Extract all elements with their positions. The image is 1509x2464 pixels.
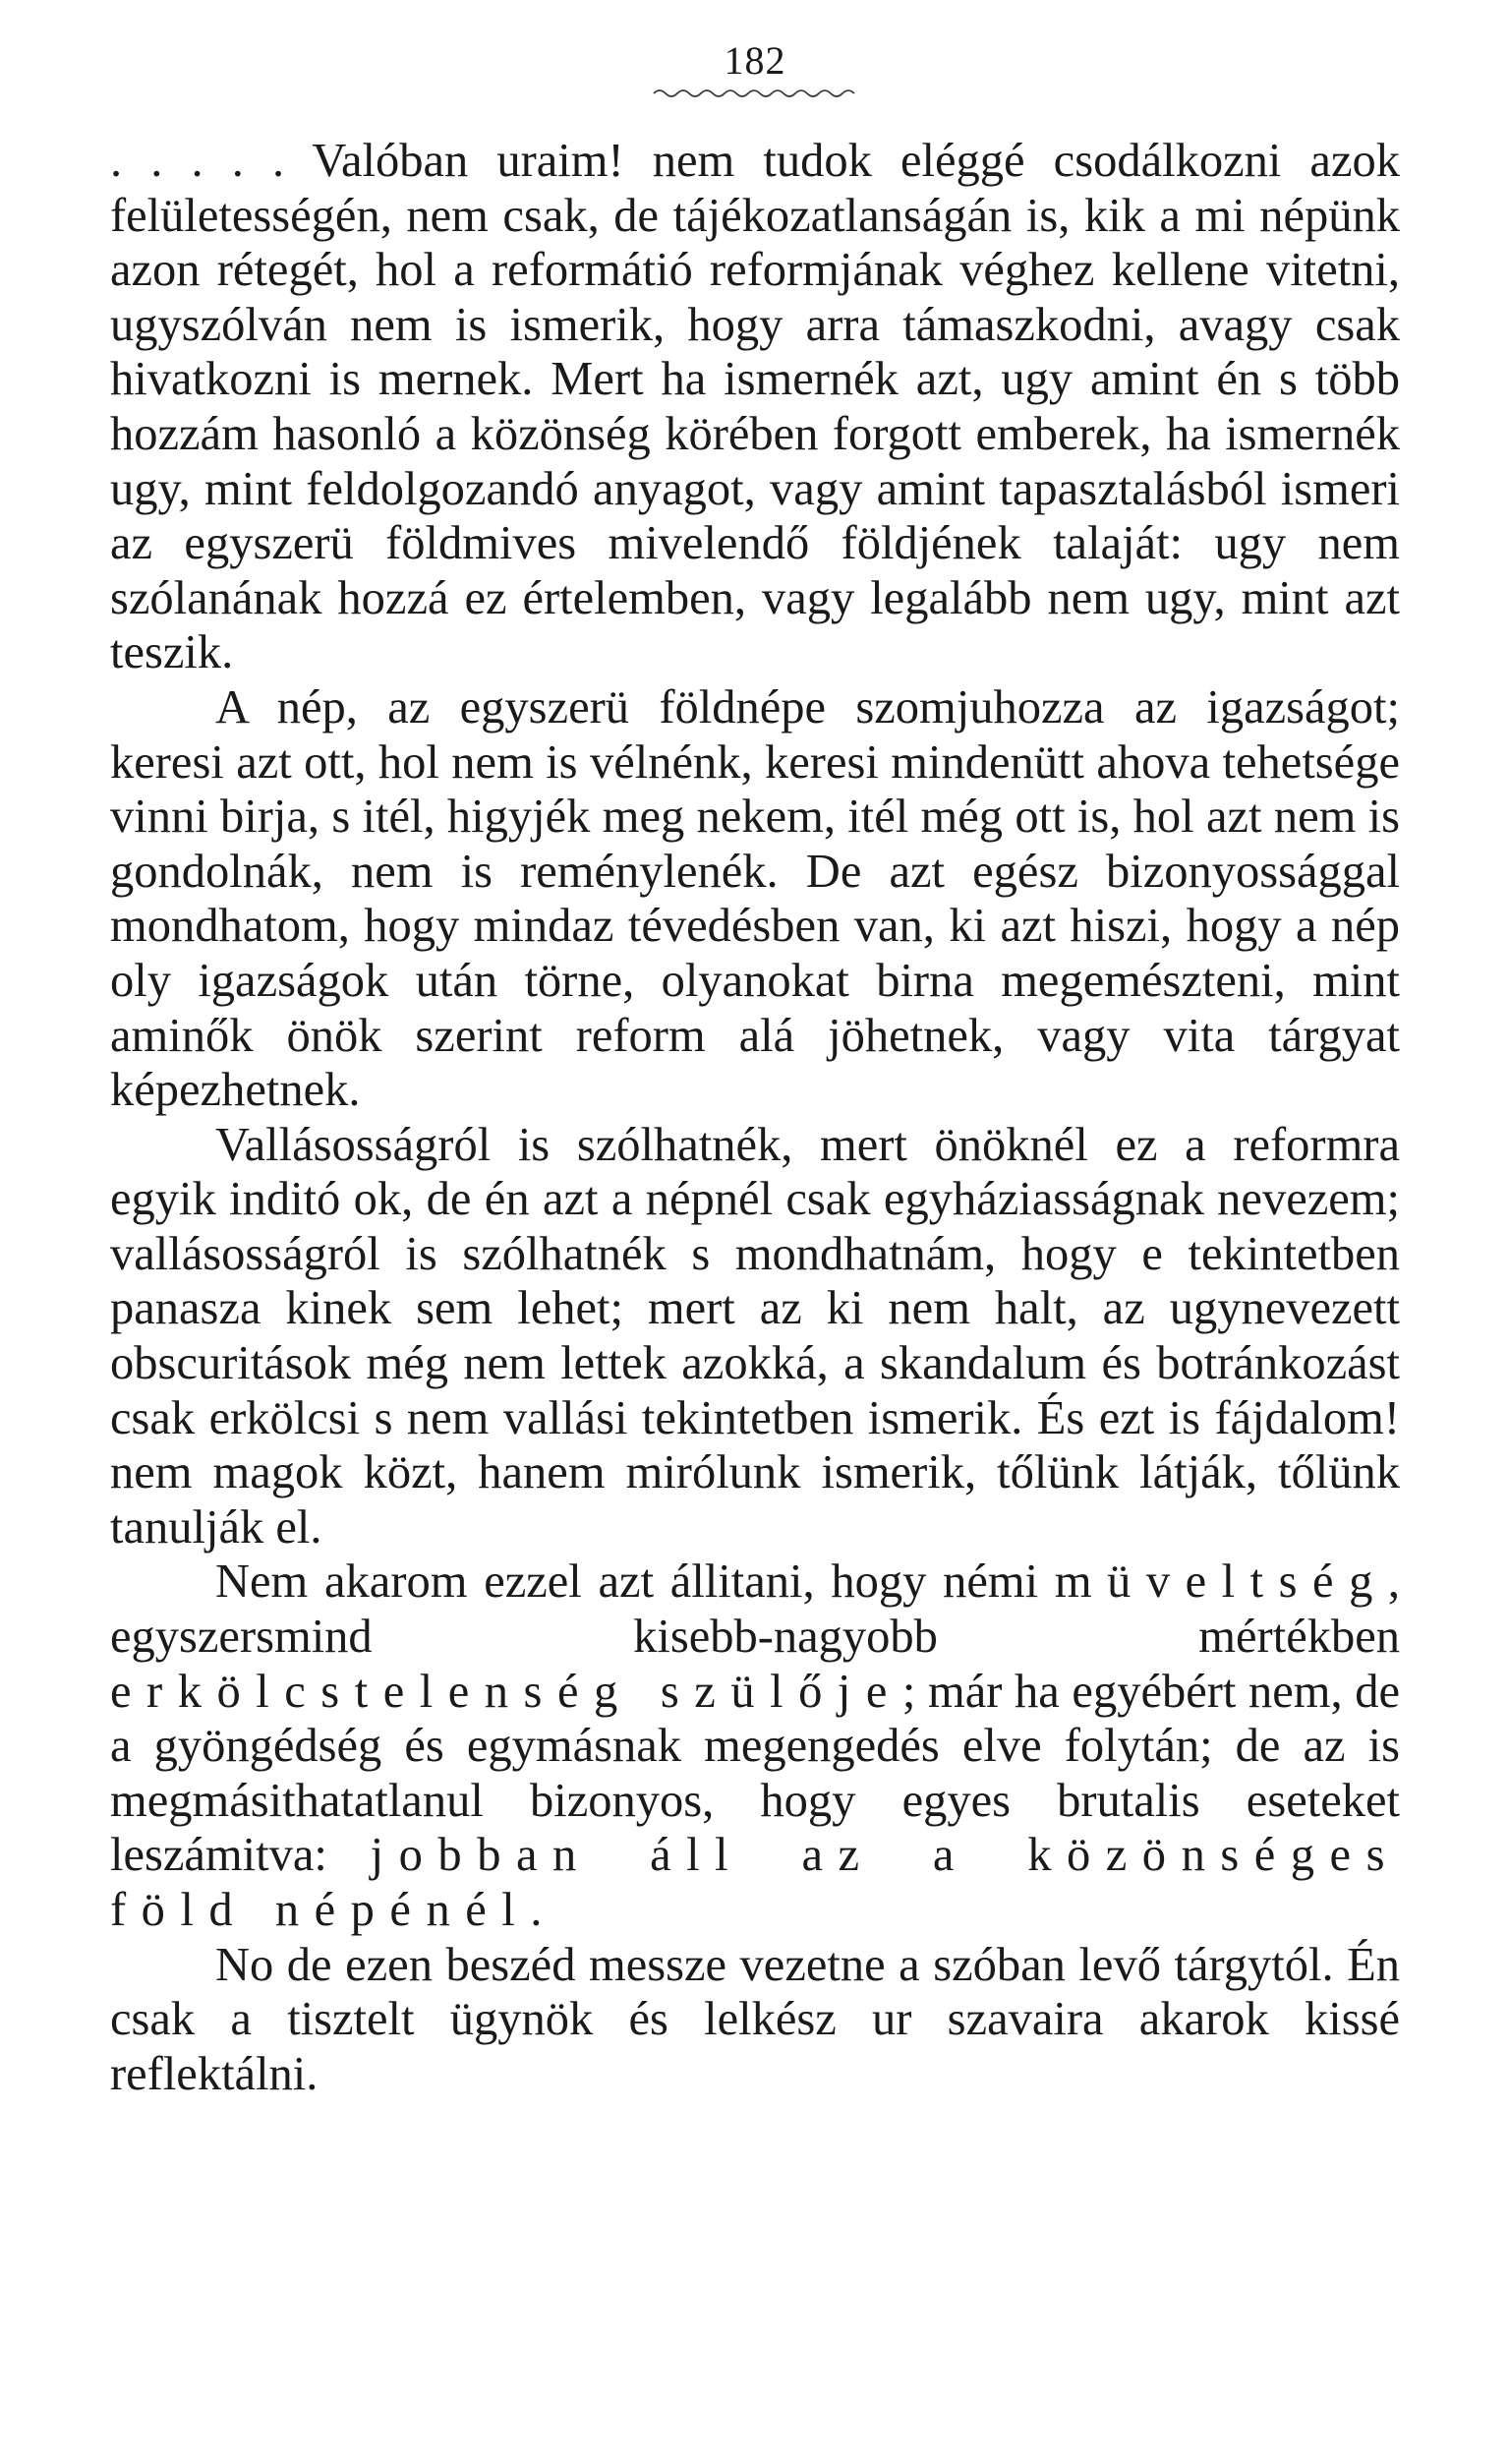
paragraph-4-text-a: Nem akarom ezzel azt állitani, hogy némi <box>215 1555 1055 1609</box>
emphasis-jobban-all: jobban áll az a közönséges föld népénél <box>110 1829 1400 1936</box>
paragraph-3: Vallásosságról is szólhatnék, mert önöknél ez a reformra egyik inditó ok, de én azt a népnél csak egyháziasságnak nevezem; vallásosságról is szólhatnék s mondhatnám, hogy e tekintetben panasza kinek sem lehet; mert az ki nem halt, az ugynevezett obscuritások még nem lettek azokká, a skandalum és botránkozást csak erkölcsi s nem vallási tekintetben ismerik. És ezt is fájdalom! nem magok közt, hanem mirólunk ismerik, tőlünk látják, tőlünk tanulják el. <box>110 1118 1400 1554</box>
paragraph-4-text-b: , egyszersmind kisebb-nagyobb mértékben <box>110 1555 1400 1664</box>
paragraph-4-text-c: ; már ha egyébért nem, de a gyöngédség és egymásnak megengedés elve folytán; de az is megmásithatatlanul bizonyos, hogy egyes brutalis eseteket leszámitva: <box>110 1665 1401 1882</box>
ornament-divider-icon <box>652 87 858 100</box>
page-header <box>110 39 1400 100</box>
paragraph-1: . . . . . Valóban uraim! nem tudok eléggé csodálkozni azok felületességén, nem csak, de tájékozatlanságán is, kik a mi népünk azon rétegét, hol a reformátió reformjának véghez kellene vitetni, ugyszólván nem is ismerik, hogy arra támaszkodni, avagy csak hivatkozni is mernek. Mert ha ismernék azt, ugy amint én s több hozzám hasonló a közönség körében forgott emberek, ha ismernék ugy, mint feldolgozandó anyagot, vagy amint tapasztalásból ismeri az egyszerü földmives mivelendő földjének talaját: ugy nem szólanának hozzá ez értelemben, vagy legalább nem ugy, mint azt teszik. <box>110 135 1400 679</box>
paragraph-2: A nép, az egyszerü földnépe szomjuhozza az igazságot; keresi azt ott, hol nem is vélnénk, keresi mindenütt ahova tehetsége vinni birja, s itél, higyjék meg nekem, itél még ott is, hol azt nem is gondolnák, nem is reménylenék. De azt egész bizonyossággal mondhatom, hogy mindaz tévedésben van, ki azt hiszi, hogy a nép oly igazságok után törne, olyanokat birna megemészteni, mint aminők önök szerint reform alá jöhetnek, vagy vita tárgyat képezhetnek. <box>110 680 1400 1117</box>
page-number: 182 <box>724 38 786 83</box>
emphasis-muveltseg: müveltség <box>1054 1555 1388 1609</box>
emphasis-erkolcstelenseg: erkölcstelenség szülője <box>110 1665 902 1718</box>
page <box>110 39 1400 2101</box>
body-text <box>110 134 1400 2101</box>
paragraph-4-text-d: . <box>530 1884 543 1936</box>
paragraph-4 <box>110 1555 1400 1937</box>
paragraph-5: No de ezen beszéd messze vezetne a szóban levő tárgytól. Én csak a tisztelt ügynök és lelkész ur szavaira akarok kissé reflektálni. <box>110 1938 1400 2100</box>
